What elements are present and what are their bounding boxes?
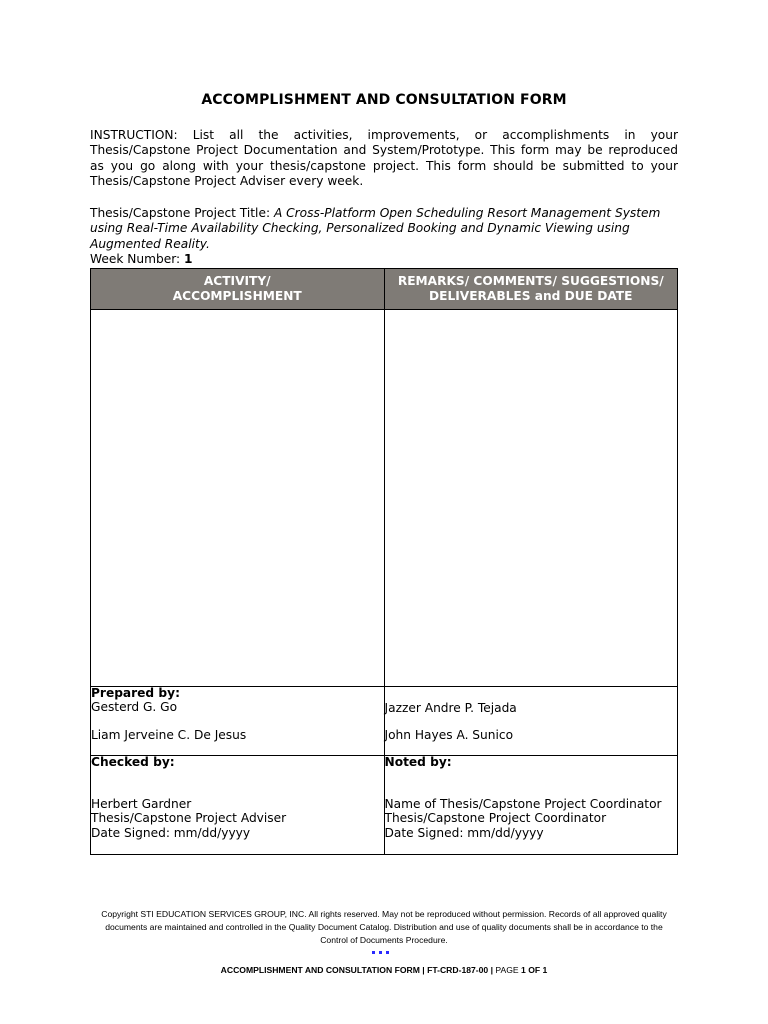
coordinator-date: Date Signed: mm/dd/yyyy <box>384 825 544 840</box>
preparer-name: Jazzer Andre P. Tejada <box>384 700 517 715</box>
prepared-right-cell <box>384 687 678 756</box>
coordinator-role: Thesis/Capstone Project Coordinator <box>384 811 607 826</box>
project-title-value: A Cross-Platform Open Scheduling Resort Management System using Real-Time Availability Checking, Personalized Booking and Dynamic Viewing using Augmented Reality. <box>90 206 661 251</box>
adviser-name: Herbert Gardner <box>91 796 192 811</box>
separator-dots <box>372 951 398 957</box>
preparer-name: Gesterd G. Go <box>91 700 178 715</box>
week-number-label: Week Number: <box>90 252 181 266</box>
footer-code: FT-CRD-187-00 <box>427 965 489 975</box>
page-footer: ACCOMPLISHMENT AND CONSULTATION FORM | FT-CRD-187-00 | PAGE 1 OF 1 <box>220 965 548 975</box>
activity-header <box>91 269 385 310</box>
prepared-label: Prepared by: <box>91 686 180 700</box>
adviser-date: Date Signed: mm/dd/yyyy <box>91 825 251 840</box>
copyright-notice: Copyright STI EDUCATION SERVICES GROUP, INC. All rights reserved. May not be reproduced without permission. Records of all approved quality documents are maintained and controlled in the Quality Document Catalog. Distribution and use of quality documents shall be in accordance to the Control of Documents Procedure. <box>101 909 667 945</box>
remarks-header <box>384 269 678 310</box>
approval-row <box>91 756 678 855</box>
remarks-cell[interactable] <box>384 310 678 687</box>
remarks-header-line1: REMARKS/ COMMENTS/ SUGGESTIONS/ <box>397 274 664 288</box>
footer-page-value: 1 OF 1 <box>521 965 548 975</box>
week-number <box>90 252 678 267</box>
checked-label: Checked by: <box>91 755 175 769</box>
prepared-left-cell <box>91 687 385 756</box>
activity-header-line1: ACTIVITY/ <box>203 274 271 288</box>
preparer-name: Liam Jerveine C. De Jesus <box>91 728 247 743</box>
adviser-role: Thesis/Capstone Project Adviser <box>91 811 287 826</box>
preparer-name: John Hayes A. Sunico <box>384 728 514 743</box>
noted-label: Noted by: <box>384 755 452 769</box>
checked-cell <box>91 756 385 855</box>
accomplishment-table <box>90 268 678 855</box>
page-title: ACCOMPLISHMENT AND CONSULTATION FORM <box>201 92 567 108</box>
project-title <box>90 206 678 252</box>
footer-form-name: ACCOMPLISHMENT AND CONSULTATION FORM <box>220 965 420 975</box>
activity-cell[interactable] <box>91 310 385 687</box>
remarks-header-line2: DELIVERABLES and DUE DATE <box>429 289 633 303</box>
project-title-label: Thesis/Capstone Project Title: <box>90 206 271 220</box>
week-number-value: 1 <box>184 252 193 266</box>
footer-page-label: PAGE <box>495 965 519 975</box>
table-header-row <box>91 269 678 310</box>
coordinator-name: Name of Thesis/Capstone Project Coordinator <box>384 796 662 811</box>
entry-row <box>91 310 678 687</box>
instruction-text: INSTRUCTION: List all the activities, improvements, or accomplishments in your Thesis/Capstone Project Documentation and System/Prototype. This form may be reproduced as you go along with your thesis/capstone project. This form should be submitted to your Thesis/Capstone Project Adviser every week. <box>90 128 678 189</box>
noted-cell <box>384 756 678 855</box>
activity-header-line2: ACCOMPLISHMENT <box>172 289 302 303</box>
prepared-row <box>91 687 678 756</box>
